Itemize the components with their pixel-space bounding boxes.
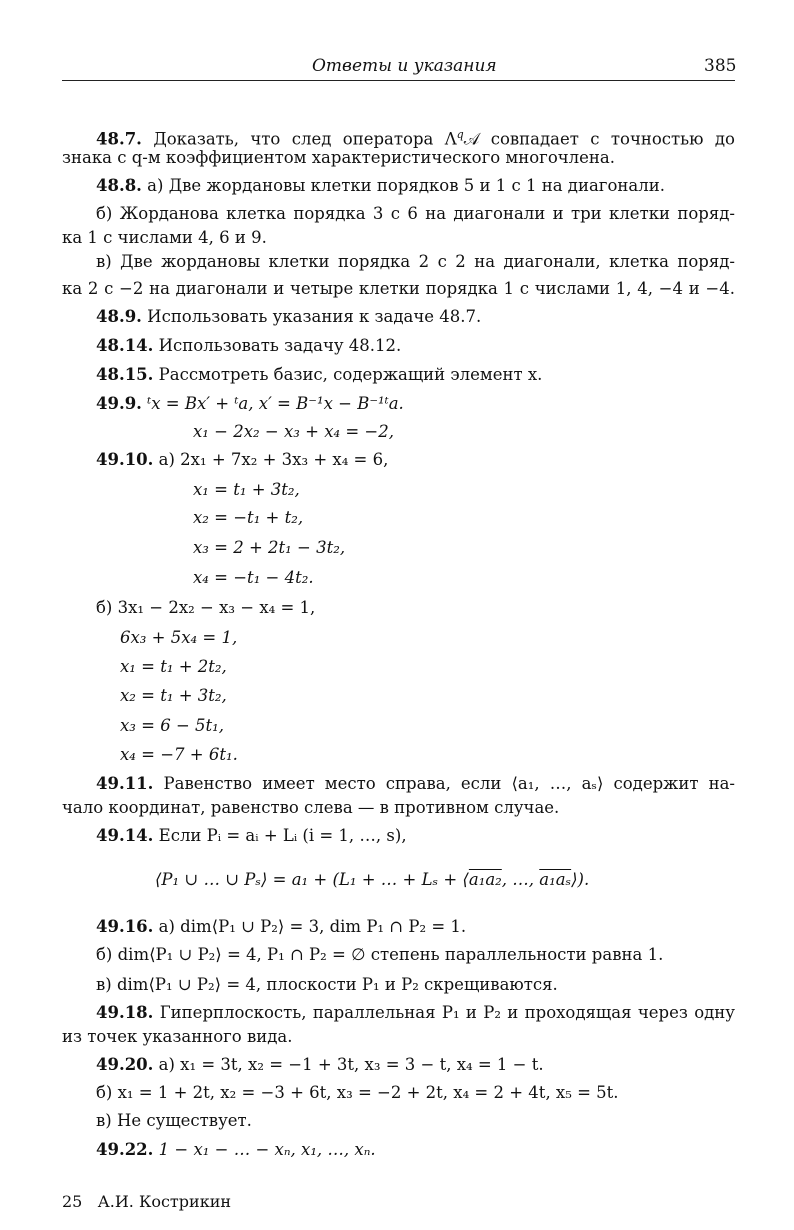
answer-48-8-b: б) Жорданова клетка порядка 3 с 6 на диагонали и три клетки поряд-	[96, 204, 735, 223]
answer-49-10	[96, 449, 735, 471]
equation: x₄ = −t₁ − 4t₂.	[193, 568, 314, 587]
answer-48-8	[96, 175, 735, 197]
text: Использовать указания к задаче 48.7.	[141, 307, 482, 326]
answer-49-11	[96, 773, 735, 795]
problem-number: 49.22.	[96, 1140, 154, 1159]
answer-49-16	[96, 916, 735, 938]
problem-number: 49.18.	[96, 1003, 154, 1022]
formula-part: ⟨P₁ ∪ … ∪ Pₛ⟩ = a₁ + (L₁ + … + Lₛ + ⟨	[155, 870, 469, 889]
problem-number: 49.14.	[96, 826, 154, 845]
answer-48-15	[96, 364, 735, 386]
answer-48-9	[96, 306, 735, 328]
header-rule	[62, 80, 735, 81]
equation: x₁ = t₁ + 2t₂,	[120, 657, 227, 676]
problem-number: 48.8.	[96, 176, 142, 195]
footer	[62, 1192, 231, 1211]
running-header-title: Ответы и указания	[312, 56, 497, 76]
answer-49-16-c: в) dim⟨P₁ ∪ P₂⟩ = 4, плоскости P₁ и P₂ скрещиваются.	[96, 975, 558, 994]
answer-48-7-line2: знака с q-м коэффициентом характеристического многочлена.	[62, 148, 615, 167]
answer-49-20	[96, 1054, 735, 1076]
sheet-number: 25	[62, 1192, 83, 1211]
problem-number: 49.11.	[96, 774, 154, 793]
problem-number: 49.20.	[96, 1055, 154, 1074]
answer-49-20-b: б) x₁ = 1 + 2t, x₂ = −3 + 6t, x₃ = −2 + 2t, x₄ = 2 + 4t, x₅ = 5t.	[96, 1083, 619, 1102]
answer-49-11-line2: чало координат, равенство слева — в противном случае.	[62, 798, 560, 817]
page-number: 385	[704, 56, 737, 76]
text: а) dim⟨P₁ ∪ P₂⟩ = 3, dim P₁ ∩ P₂ = 1.	[153, 917, 467, 936]
answer-49-9	[96, 393, 735, 415]
text: 𝒜 совпадает с точностью до	[463, 129, 735, 149]
formula: 1 − x₁ − … − xₙ, x₁, …, xₙ.	[153, 1140, 376, 1159]
vector: a₁aₛ	[539, 870, 572, 889]
equation: x₄ = −7 + 6t₁.	[120, 745, 238, 764]
text: Гиперплоскость, параллельная P₁ и P₂ и проходящая через одну	[153, 1003, 735, 1022]
equation: x₃ = 6 − 5t₁,	[120, 716, 225, 735]
superscript: q	[456, 128, 464, 141]
author: А.И. Кострикин	[97, 1192, 232, 1211]
equation: x₃ = 2 + 2t₁ − 3t₂,	[193, 538, 346, 557]
problem-number: 48.14.	[96, 336, 154, 355]
text: Равенство имеет место справа, если ⟨a₁, …, aₛ⟩ содержит на-	[153, 774, 735, 793]
problem-number: 49.10.	[96, 450, 154, 469]
equation: б) 3x₁ − 2x₂ − x₃ − x₄ = 1,	[96, 598, 316, 617]
answer-48-8-c: в) Две жордановы клетки порядка 2 с 2 на диагонали, клетка поряд-	[96, 252, 735, 271]
text: Рассмотреть базис, содержащий элемент x.	[153, 365, 543, 384]
problem-number: 48.9.	[96, 307, 142, 326]
text: Использовать задачу 48.12.	[153, 336, 402, 355]
answer-49-20-c: в) Не существует.	[96, 1111, 252, 1130]
text: Если Pᵢ = aᵢ + Lᵢ (i = 1, …, s),	[153, 826, 407, 845]
answer-49-14	[96, 825, 735, 847]
answer-49-18-line2: из точек указанного вида.	[62, 1027, 293, 1046]
text: а) Две жордановы клетки порядков 5 и 1 с 1 на диагонали.	[141, 176, 665, 195]
equation: x₁ − 2x₂ − x₃ + x₄ = −2,	[193, 422, 395, 441]
answer-49-22	[96, 1139, 735, 1161]
display-formula	[155, 869, 794, 891]
problem-number: 49.16.	[96, 917, 154, 936]
text: Доказать, что след оператора Λ	[141, 129, 457, 149]
answer-49-16-b: б) dim⟨P₁ ∪ P₂⟩ = 4, P₁ ∩ P₂ = ∅ степень параллельности равна 1.	[96, 945, 664, 964]
equation: x₂ = −t₁ + t₂,	[193, 508, 304, 527]
problem-number: 49.9.	[96, 394, 142, 413]
formula: ᵗx = Bx′ + ᵗa, x′ = B⁻¹x − B⁻¹ᵗa.	[141, 394, 404, 413]
answer-48-8-c-line2: ка 2 с −2 на диагонали и четыре клетки порядка 1 с числами 1, 4, −4 и −4.	[62, 279, 735, 298]
answer-49-18	[96, 1002, 735, 1024]
formula: а) 2x₁ + 7x₂ + 3x₃ + x₄ = 6,	[153, 450, 389, 469]
vector: a₁a₂	[468, 870, 502, 889]
problem-number: 48.7.	[96, 129, 142, 149]
equation: x₂ = t₁ + 3t₂,	[120, 686, 227, 705]
text: а) x₁ = 3t, x₂ = −1 + 3t, x₃ = 3 − t, x₄ = 1 − t.	[153, 1055, 544, 1074]
equation: 6x₃ + 5x₄ = 1,	[120, 628, 238, 647]
formula-part: ⟩).	[571, 870, 590, 889]
answer-48-14	[96, 335, 735, 357]
answer-48-8-b-line2: ка 1 с числами 4, 6 и 9.	[62, 228, 267, 247]
problem-number: 48.15.	[96, 365, 154, 384]
formula-part: , …,	[501, 870, 540, 889]
equation: x₁ = t₁ + 3t₂,	[193, 480, 300, 499]
